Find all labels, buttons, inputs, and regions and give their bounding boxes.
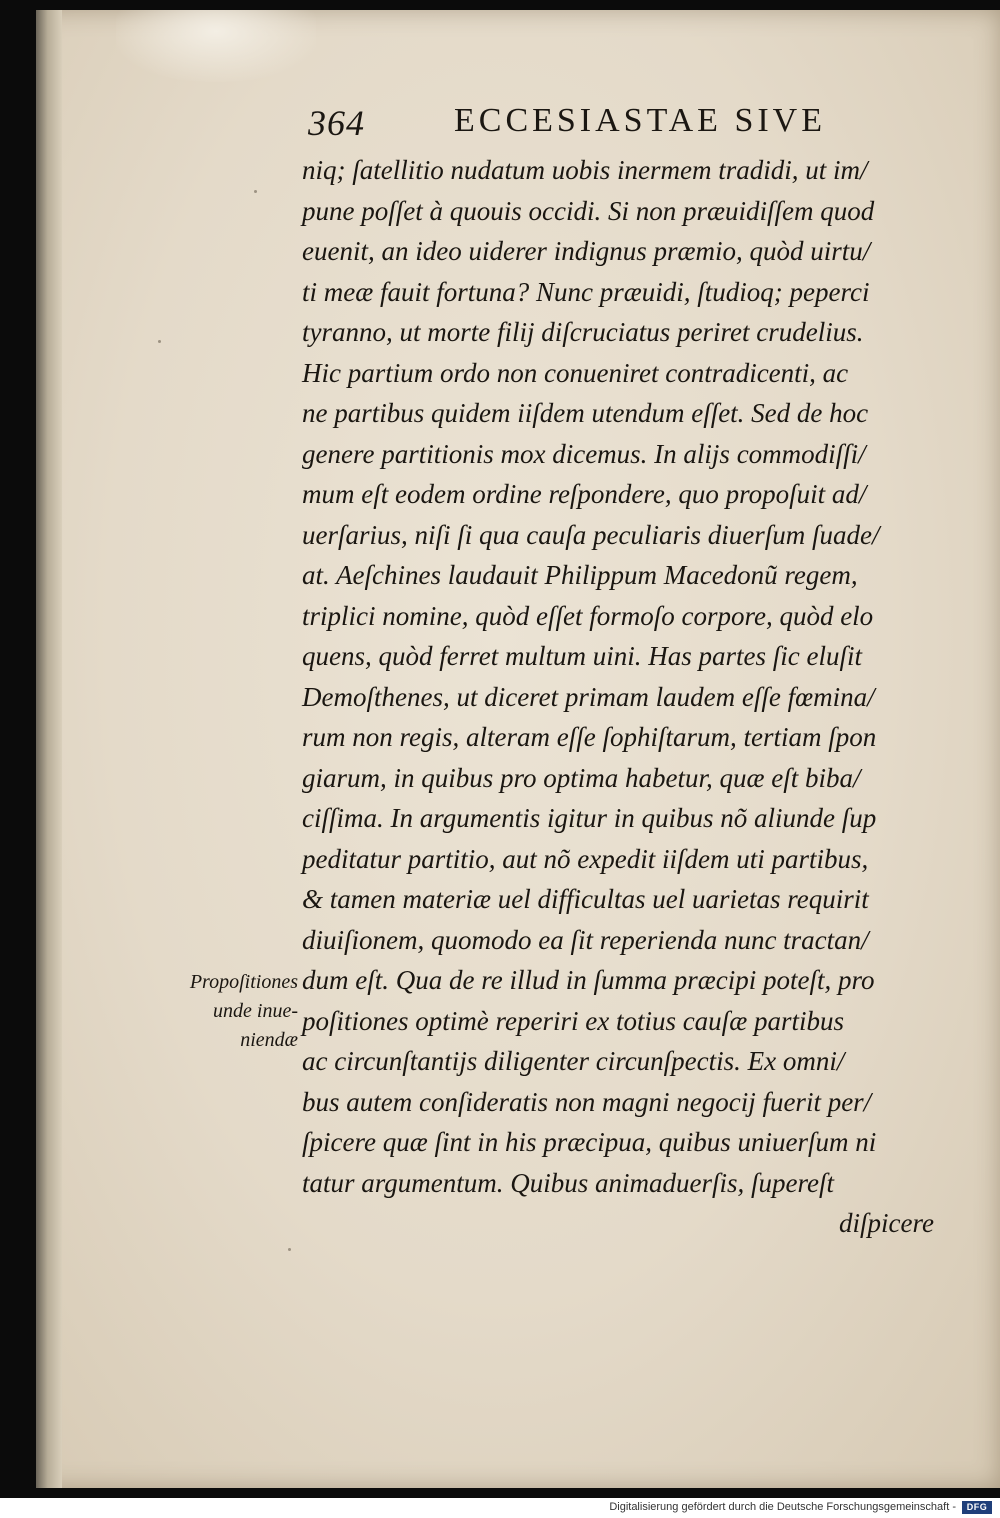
text-line: peditatur partitio, aut nõ expedit iiſdem uti partibus, bbox=[302, 843, 869, 874]
text-line: diuiſionem, quomodo ea ſit reperienda nunc tractan/ bbox=[302, 924, 869, 955]
text-line: dum eſt. Qua de re illud in ſumma præcipi poteſt, pro bbox=[302, 965, 875, 995]
text-line: pune poſſet à quouis occidi. Si non præuidiſſem quod bbox=[302, 195, 875, 226]
text-line: ſpicere quæ ſint in his præcipua, quibus uniuerſum ni bbox=[302, 1127, 877, 1157]
text-line: euenit, an ideo uiderer indignus præmio, quòd uirtu/ bbox=[302, 236, 871, 266]
text-line: ti meæ fauit fortuna? Nunc præuidi, ſtudioq; peperci bbox=[302, 276, 870, 307]
paper-speck bbox=[158, 340, 161, 343]
text-line: quens, quòd ferret multum uini. Has partes ſic eluſit bbox=[302, 641, 862, 671]
text-line: mum eſt eodem ordine reſpondere, quo propoſuit ad/ bbox=[302, 479, 867, 509]
footer-bar bbox=[0, 1498, 1000, 1518]
catchword: diſpicere bbox=[839, 1208, 934, 1238]
running-title: ECCESIASTAE SIVE bbox=[454, 102, 827, 139]
text-line: Hic partium ordo non conueniret contradicenti, ac bbox=[302, 357, 849, 388]
text-line: ciſſima. In argumentis igitur in quibus nõ aliunde ſup bbox=[302, 803, 877, 833]
page-number: 364 bbox=[308, 103, 365, 143]
text-line: giarum, in quibus pro optima habetur, quæ eſt biba/ bbox=[302, 762, 861, 793]
text-line: & tamen materiæ uel difficultas uel uarietas requirit bbox=[302, 884, 869, 914]
text-line: tatur argumentum. Quibus animaduerſis, ſupereſt bbox=[302, 1167, 834, 1198]
text-line: triplici nomine, quòd eſſet formoſo corpore, quòd elo bbox=[302, 600, 874, 631]
text-line: niq; ſatellitio nudatum uobis inermem tradidi, ut im/ bbox=[302, 155, 868, 185]
paper-speck bbox=[288, 1248, 291, 1251]
body-text bbox=[302, 150, 952, 1244]
marginal-note-line: niendæ bbox=[240, 1029, 298, 1051]
marginal-note-line: Propoſitiones bbox=[189, 971, 298, 993]
paper-stain bbox=[116, 10, 316, 82]
text-line: at. Aeſchines laudauit Philippum Macedonũ regem, bbox=[302, 560, 858, 590]
dfg-logo: DFG bbox=[962, 1501, 992, 1514]
marginal-note bbox=[150, 968, 298, 1055]
text-line: ac circunſtantijs diligenter circunſpectis. Ex omni/ bbox=[302, 1046, 845, 1076]
text-line: tyranno, ut morte filij diſcruciatus periret crudelius. bbox=[302, 317, 864, 347]
text-line: ne partibus quidem iiſdem utendum eſſet. Sed de hoc bbox=[302, 398, 869, 428]
marginal-note-line: unde inue- bbox=[213, 1000, 298, 1022]
page-header bbox=[308, 96, 868, 150]
text-line: genere partitionis mox dicemus. In alijs commodiſſi/ bbox=[302, 438, 866, 469]
text-line: Demoſthenes, ut diceret primam laudem eſſe fœmina/ bbox=[302, 681, 875, 712]
footer-credit: Digitalisierung gefördert durch die Deutsche Forschungsgemeinschaft - bbox=[609, 1501, 956, 1513]
text-line: rum non regis, alteram eſſe ſophiſtarum, tertiam ſpon bbox=[302, 722, 877, 752]
text-line: bus autem conſideratis non magni negocij fuerit per/ bbox=[302, 1086, 872, 1117]
page-gutter-edge bbox=[36, 10, 62, 1488]
text-line: uerſarius, niſi ſi qua cauſa peculiaris diuerſum ſuade/ bbox=[302, 519, 880, 550]
text-line: poſitiones optimè reperiri ex totius cauſæ partibus bbox=[302, 1005, 844, 1036]
paper-speck bbox=[254, 190, 257, 193]
